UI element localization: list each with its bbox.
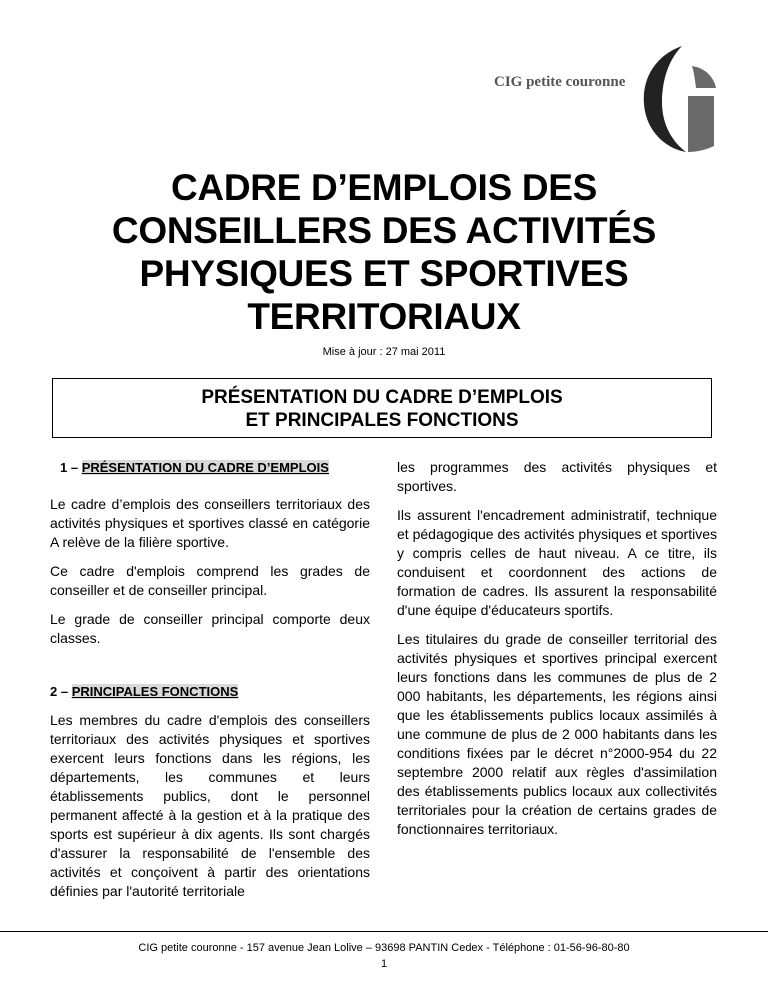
right-column <box>397 458 717 849</box>
title-line: PHYSIQUES ET SPORTIVES <box>139 253 629 294</box>
title-line: CADRE D’EMPLOIS DES <box>170 167 597 208</box>
paragraph: Les membres du cadre d'emplois des conseillers territoriaux des activités physiques et sportives exercent leurs fonctions dans les régions, les départements, les communes et leurs établissements publics, dont le personnel permanent affecté à la gestion et à la pratique des sports est supérieur à dix agents. Ils sont chargés d'assurer la responsabilité de l'ensemble des activités et conçoivent à partir des orientations définies par l'autorité territoriale <box>50 712 370 899</box>
update-date: Mise à jour : 27 mai 2011 <box>322 346 446 358</box>
section-1-heading <box>50 458 370 477</box>
logo-text: CIG petite couronne <box>494 74 626 90</box>
section-heading-text: PRÉSENTATION DU CADRE D’EMPLOIS <box>81 460 329 475</box>
footer-address: CIG petite couronne - 157 avenue Jean Lolive – 93698 PANTIN Cedex - Téléphone : 01-56-96-80-80 <box>138 942 630 954</box>
section-number: 2 – <box>50 684 72 699</box>
paragraph: Le grade de conseiller principal comporte deux classes. <box>50 611 370 646</box>
section-number: 1 – <box>60 460 82 475</box>
footer <box>0 940 768 972</box>
paragraph: les programmes des activités physiques et sportives. <box>397 459 717 494</box>
section-box <box>52 378 712 438</box>
paragraph: Le cadre d’emplois des conseillers territoriaux des activités physiques et sportives classé en catégorie A relève de la filière sportive. <box>50 496 370 550</box>
section-heading-text: PRINCIPALES FONCTIONS <box>71 684 239 699</box>
section-box-line: ET PRINCIPALES FONCTIONS <box>245 410 519 431</box>
title-line: CONSEILLERS DES ACTIVITÉS <box>111 210 657 251</box>
paragraph: Ils assurent l'encadrement administratif, technique et pédagogique des activités physiques et sportives y compris celles de haut niveau. A ce titre, ils conduisent et coordonnent des actions de formation de cadres. Ils assurent la responsabilité d'une équipe d'éducateurs sportifs. <box>397 507 717 618</box>
paragraph: Ce cadre d'emplois comprend les grades de conseiller et de conseiller principal. <box>50 563 370 598</box>
section-box-line: PRÉSENTATION DU CADRE D’EMPLOIS <box>201 387 563 408</box>
left-column <box>50 458 370 911</box>
cig-logo-icon <box>638 42 718 154</box>
title-line: TERRITORIAUX <box>247 296 521 337</box>
footer-divider <box>0 931 768 932</box>
section-2-heading <box>50 682 370 701</box>
paragraph: Les titulaires du grade de conseiller territorial des activités physiques et sportives principal exercent leurs fonctions dans les communes de plus de 2 000 habitants, les départements, les régions ainsi que les établissements publics locaux assimilés à une commune de plus de 2 000 habitants dans les conditions fixées par le décret n°2000-954 du 22 septembre 2000 relatif aux règles d'assimilation des établissements publics locaux aux collectivités territoriales pour la création de certains grades de fonctionnaires territoriaux. <box>397 631 717 837</box>
page-number: 1 <box>380 958 388 970</box>
document-title <box>64 166 704 338</box>
